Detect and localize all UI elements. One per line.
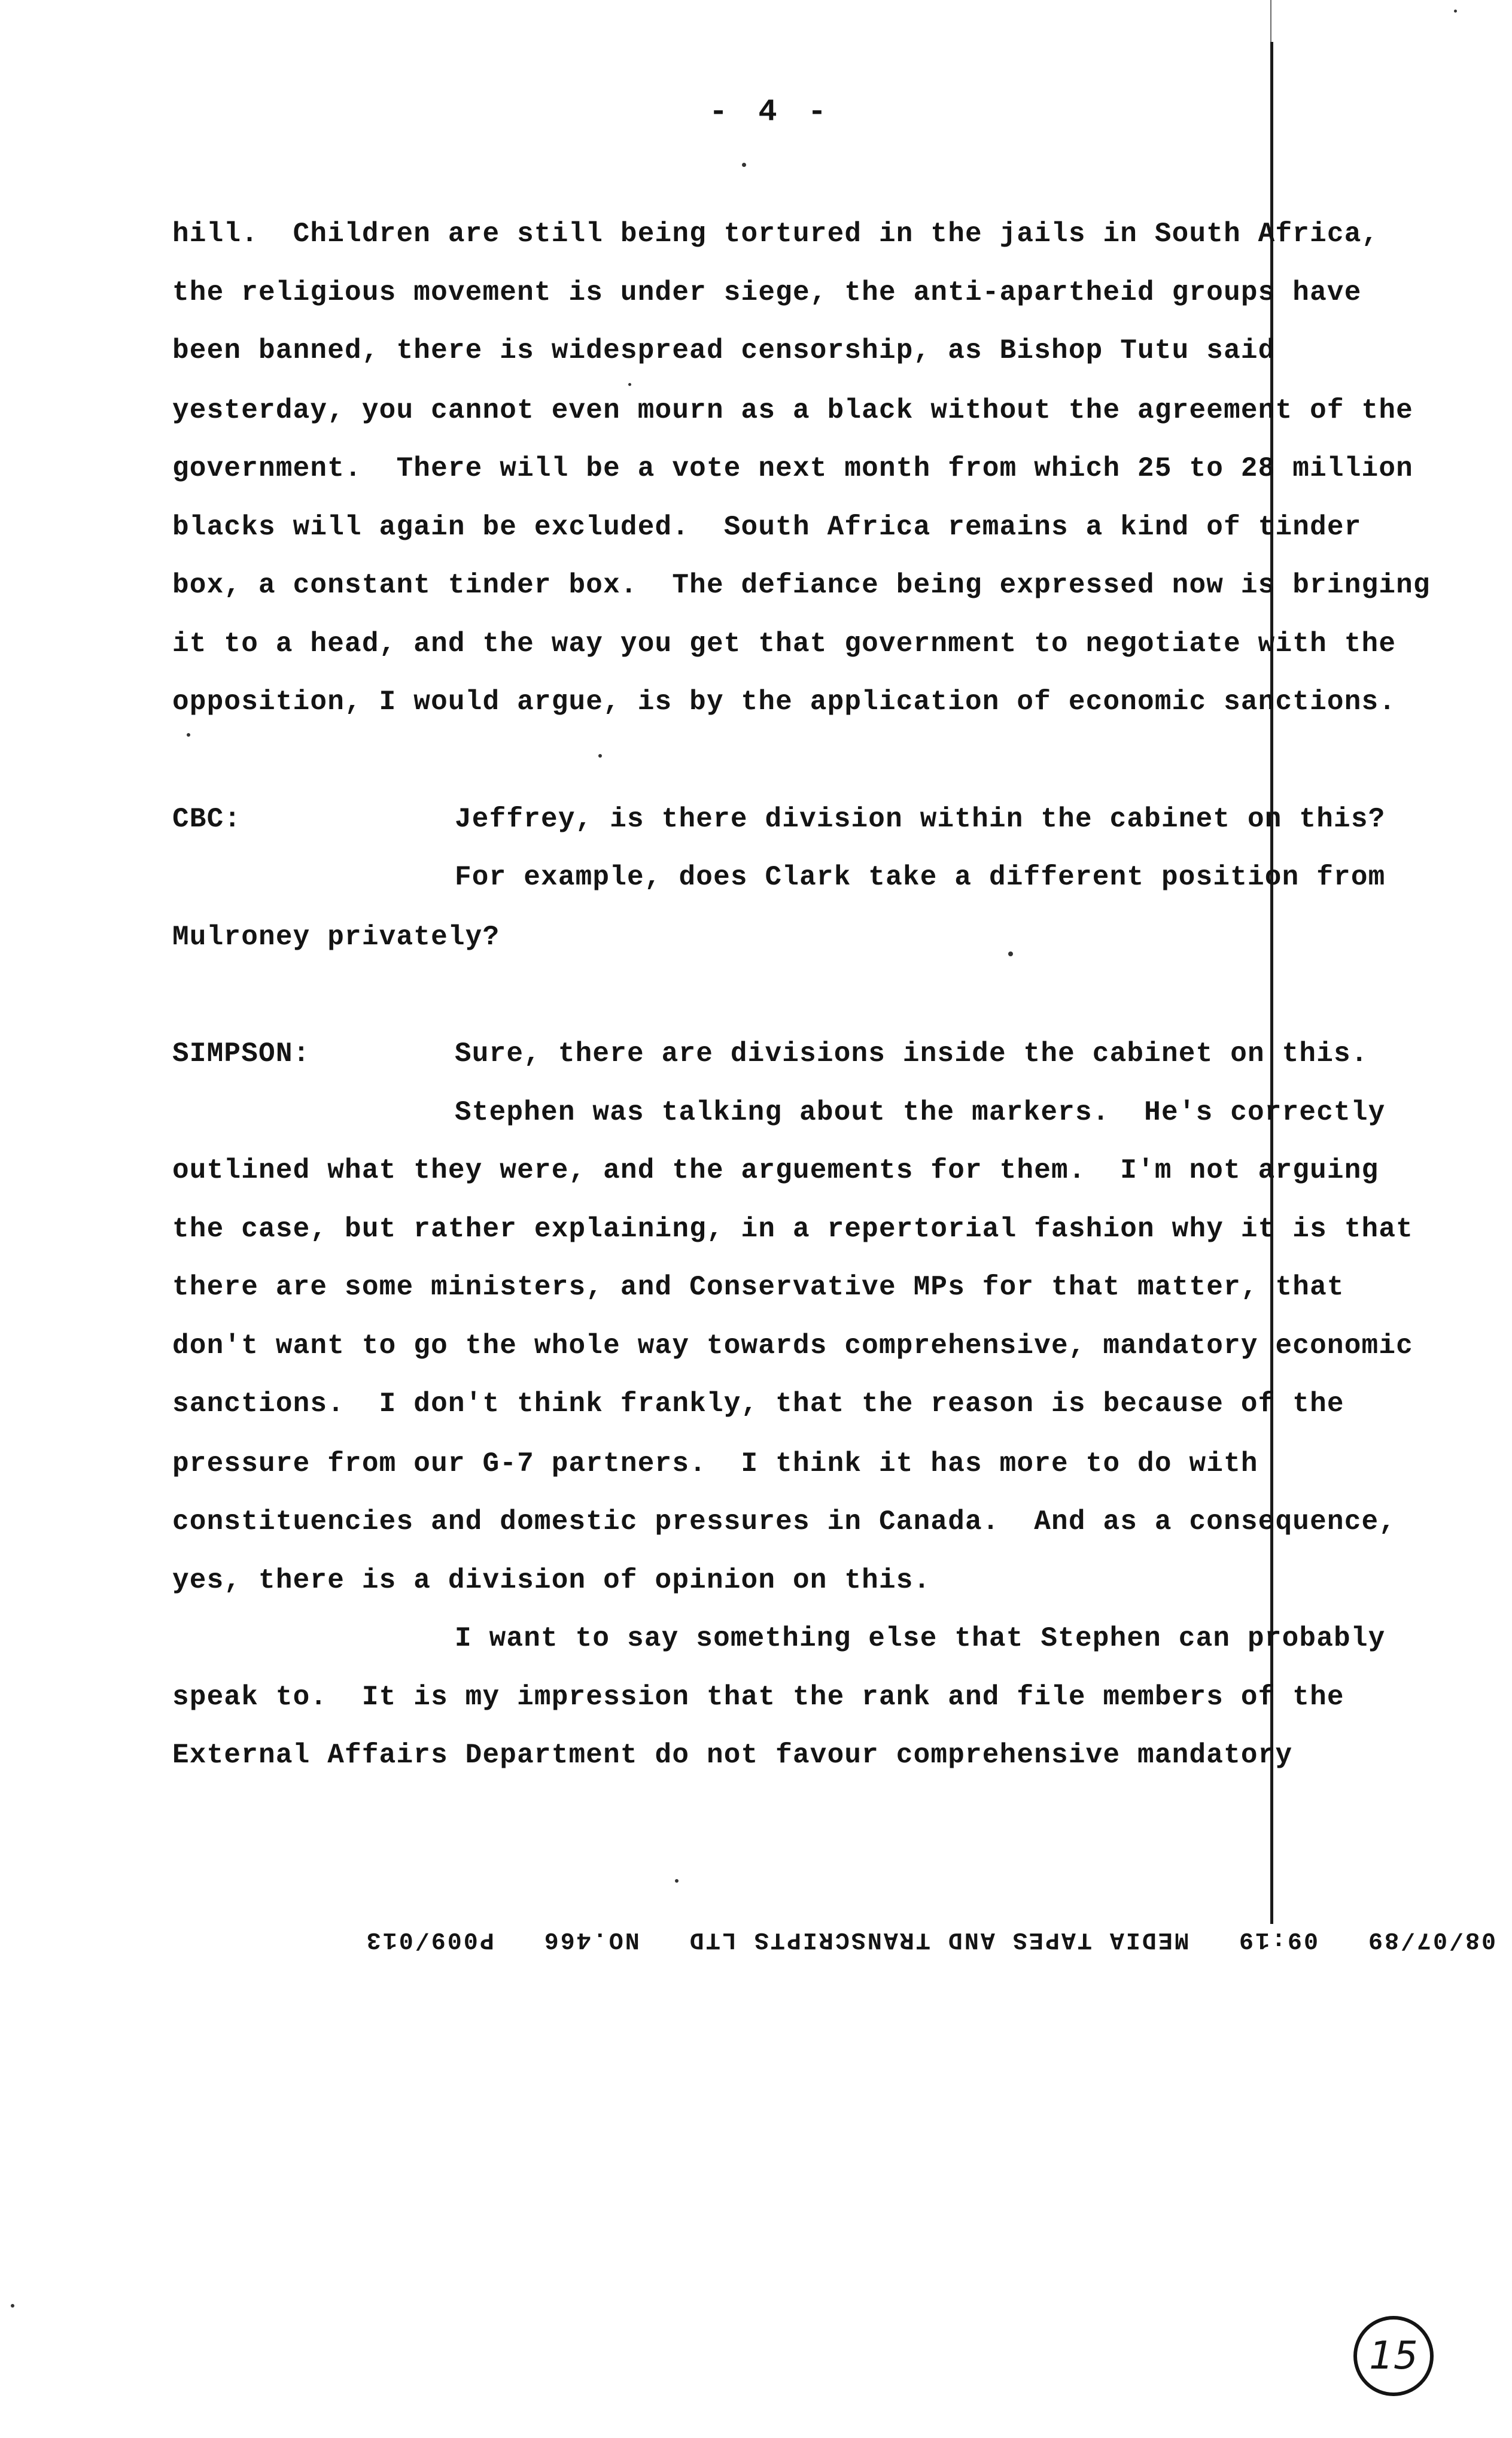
text-line: government. There will be a vote next month from which 25 to 28 million [172,453,1413,484]
text-line: Stephen was talking about the markers. He's correctly [455,1097,1386,1128]
fax-header [335,1921,1496,1957]
page-number: - 4 - [709,95,833,130]
text-line: don't want to go the whole way towards comprehensive, mandatory economic [172,1330,1413,1361]
text-line: For example, does Clark take a different position from [455,862,1386,893]
text-line: the religious movement is under siege, the anti-apartheid groups have [172,277,1362,308]
text-line: constituencies and domestic pressures in Canada. And as a consequence, [172,1506,1397,1537]
scan-speck [11,2304,14,2308]
scan-speck [1454,10,1457,13]
speaker-label-cbc: CBC: [172,804,242,835]
scan-speck [1008,952,1013,956]
text-line: been banned, there is widespread censorship, as Bishop Tutu said [172,335,1276,366]
scan-speck [628,383,631,386]
text-line: yes, there is a division of opinion on this. [172,1565,931,1596]
text-line: Sure, there are divisions inside the cabinet on this. [455,1038,1368,1069]
scan-speck [598,754,602,758]
text-line: there are some ministers, and Conservative MPs for that matter, that [172,1272,1344,1303]
text-line: hill. Children are still being tortured in the jails in South Africa, [172,218,1379,250]
text-line: opposition, I would argue, is by the application of economic sanctions. [172,686,1397,718]
text-line: External Affairs Department do not favour comprehensive mandatory [172,1740,1293,1771]
text-line: speak to. It is my impression that the rank and file members of the [172,1682,1344,1713]
text-line: I want to say something else that Stephen can probably [455,1623,1386,1654]
circled-page-stamp: 15 [1353,2316,1434,2396]
scan-speck [187,733,190,737]
text-line: blacks will again be excluded. South Africa remains a kind of tinder [172,512,1362,543]
scan-speck [675,1879,679,1883]
text-line: pressure from our G-7 partners. I think it has more to do with [172,1448,1258,1479]
text-line: box, a constant tinder box. The defiance being expressed now is bringing [172,570,1431,601]
text-line: the case, but rather explaining, in a repertorial fashion why it is that [172,1214,1413,1245]
text-line: yesterday, you cannot even mourn as a black without the agreement of the [172,395,1413,426]
text-line: Jeffrey, is there division within the cabinet on this? [455,804,1386,835]
speaker-label-simpson: SIMPSON: [172,1038,311,1069]
text-line: Mulroney privately? [172,922,500,953]
scan-speck [742,163,746,167]
fax-header-text: 08/07/89 09:19 MEDIA TAPES AND TRANSCRIPTS LTD NO.466 P009/013 [364,1926,1496,1953]
text-line: sanctions. I don't think frankly, that the reason is because of the [172,1388,1344,1419]
text-line: outlined what they were, and the arguements for them. I'm not arguing [172,1155,1379,1186]
fax-fold-line-top [1270,0,1271,48]
text-line: it to a head, and the way you get that government to negotiate with the [172,628,1397,659]
